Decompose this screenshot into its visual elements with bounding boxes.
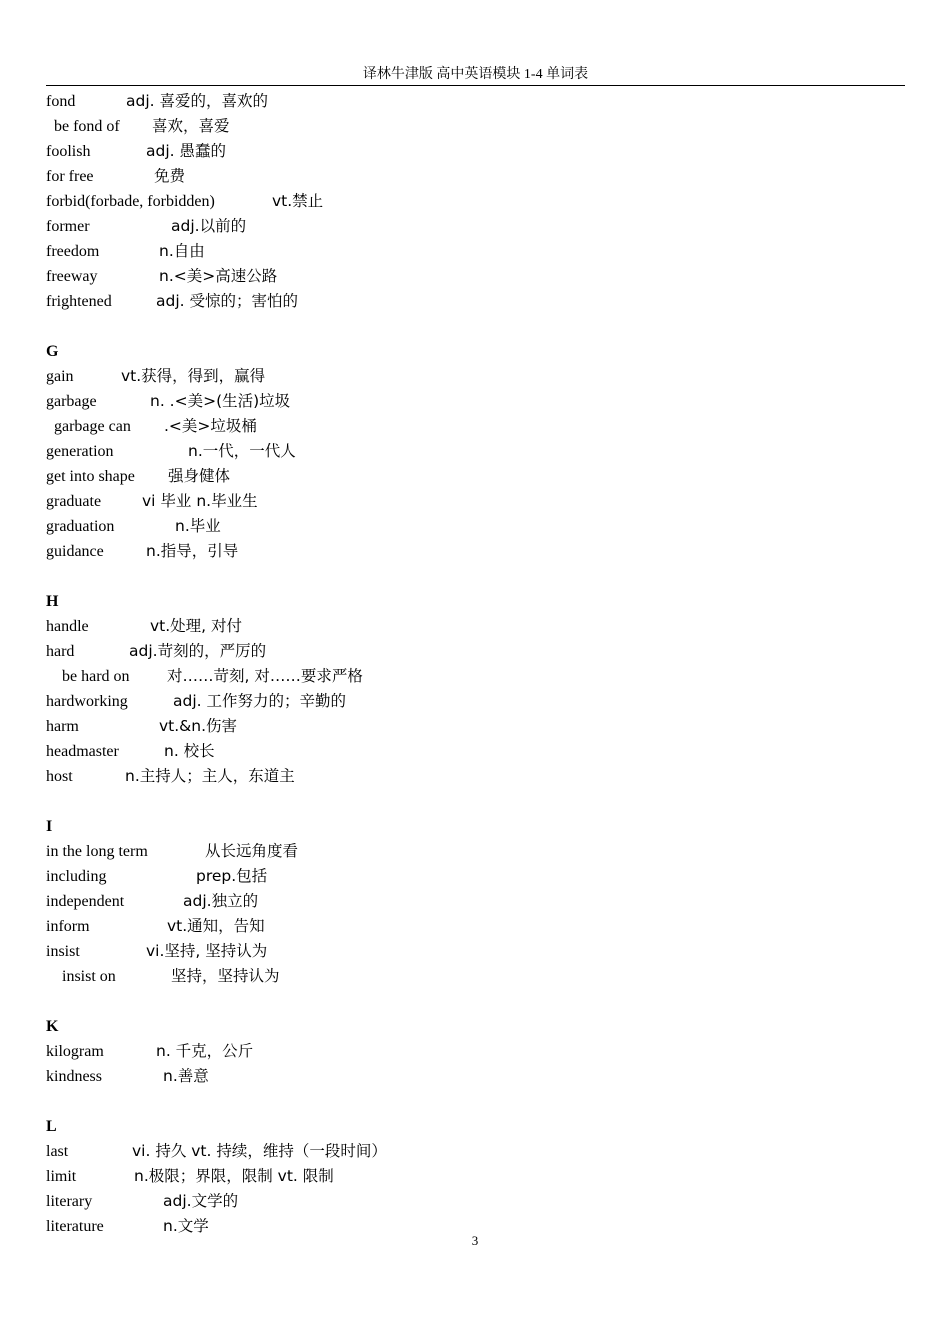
vocab-word: independent bbox=[46, 893, 125, 910]
vocab-word: headmaster bbox=[46, 743, 119, 760]
vocab-entry bbox=[46, 489, 905, 514]
vocab-word: for free bbox=[46, 168, 94, 185]
vocab-entry bbox=[46, 764, 905, 789]
section-letter-k bbox=[46, 1014, 905, 1039]
blank-line bbox=[46, 989, 905, 1014]
vocab-entry bbox=[46, 139, 905, 164]
vocab-definition: adj.以前的 bbox=[171, 217, 247, 235]
vocab-word: handle bbox=[46, 618, 89, 635]
vocab-definition: n.善意 bbox=[163, 1067, 209, 1085]
vocab-word: freeway bbox=[46, 268, 98, 285]
vocab-definition: n. 千克，公斤 bbox=[156, 1042, 254, 1060]
vocab-definition: vt.禁止 bbox=[272, 192, 324, 210]
vocab-entry bbox=[46, 1189, 905, 1214]
vocab-definition: adj. 工作努力的；辛勤的 bbox=[173, 692, 346, 710]
vocab-definition: n.<美>高速公路 bbox=[159, 267, 278, 285]
vocab-word: fond bbox=[46, 93, 76, 110]
vocab-entry bbox=[46, 914, 905, 939]
vocab-entry bbox=[46, 114, 905, 139]
vocab-definition: n.文学 bbox=[163, 1217, 209, 1235]
vocab-definition: vt.&n.伤害 bbox=[159, 717, 238, 735]
vocab-entry bbox=[46, 1139, 905, 1164]
vocab-word: former bbox=[46, 218, 90, 235]
vocab-definition: n.极限；界限，限制 vt. 限制 bbox=[134, 1167, 334, 1185]
vocab-word: hardworking bbox=[46, 693, 128, 710]
section-letter: L bbox=[46, 1118, 57, 1135]
vocab-definition: n.自由 bbox=[159, 242, 205, 260]
section-letter: G bbox=[46, 343, 59, 360]
vocab-definition: n. .<美>(生活)垃圾 bbox=[150, 392, 291, 410]
vocab-entry bbox=[46, 264, 905, 289]
vocab-word: frightened bbox=[46, 293, 112, 310]
section-letter: H bbox=[46, 593, 59, 610]
vocab-definition: adj.苛刻的，严厉的 bbox=[129, 642, 267, 660]
vocab-entry bbox=[46, 289, 905, 314]
vocab-definition: adj.文学的 bbox=[163, 1192, 239, 1210]
vocab-entry bbox=[46, 1064, 905, 1089]
vocab-definition: .<美>垃圾桶 bbox=[164, 417, 257, 435]
vocab-word: garbage bbox=[46, 393, 97, 410]
vocab-word: be hard on bbox=[62, 668, 130, 685]
vocab-entry bbox=[46, 639, 905, 664]
section-letter-g bbox=[46, 339, 905, 364]
vocab-word: garbage can bbox=[54, 418, 131, 435]
vocab-word: last bbox=[46, 1143, 69, 1160]
vocab-entry bbox=[46, 364, 905, 389]
vocab-word: kindness bbox=[46, 1068, 102, 1085]
vocab-definition: 喜欢，喜爱 bbox=[152, 117, 230, 135]
vocab-word: hard bbox=[46, 643, 75, 660]
blank-line bbox=[46, 789, 905, 814]
vocab-word: in the long term bbox=[46, 843, 148, 860]
vocab-entry bbox=[46, 964, 905, 989]
blank-line bbox=[46, 564, 905, 589]
vocab-definition: 从长远角度看 bbox=[205, 842, 299, 860]
page-number: 3 bbox=[471, 1233, 479, 1248]
page-header: 译林牛津版 高中英语模块 1-4 单词表 bbox=[362, 67, 589, 82]
vocab-definition: n. 校长 bbox=[164, 742, 215, 760]
vocab-word: guidance bbox=[46, 543, 104, 560]
vocab-entry bbox=[46, 389, 905, 414]
vocab-word: harm bbox=[46, 718, 79, 735]
vocab-word: graduation bbox=[46, 518, 115, 535]
vocab-word: be fond of bbox=[54, 118, 120, 135]
vocab-definition: 对……苛刻, 对……要求严格 bbox=[167, 667, 363, 685]
vocab-definition: adj. 受惊的；害怕的 bbox=[156, 292, 298, 310]
vocab-word: including bbox=[46, 868, 107, 885]
vocab-word: literary bbox=[46, 1193, 93, 1210]
vocab-word: gain bbox=[46, 368, 74, 385]
vocab-entry bbox=[46, 239, 905, 264]
vocab-entry bbox=[46, 1039, 905, 1064]
vocab-entry bbox=[46, 739, 905, 764]
vocab-entry bbox=[46, 689, 905, 714]
vocab-word: host bbox=[46, 768, 73, 785]
section-letter-h bbox=[46, 589, 905, 614]
vocab-entry bbox=[46, 189, 905, 214]
vocab-entry bbox=[46, 164, 905, 189]
vocab-definition: n.一代，一代人 bbox=[188, 442, 296, 460]
vocab-definition: prep.包括 bbox=[196, 867, 268, 885]
vocab-entry bbox=[46, 214, 905, 239]
vocab-definition: adj.独立的 bbox=[183, 892, 259, 910]
vocab-entry bbox=[46, 464, 905, 489]
vocab-definition: 免费 bbox=[154, 167, 186, 185]
vocab-entry bbox=[46, 864, 905, 889]
vocab-word: limit bbox=[46, 1168, 77, 1185]
vocab-definition: vt.通知，告知 bbox=[167, 917, 265, 935]
vocab-entry bbox=[46, 439, 905, 464]
word-list bbox=[46, 89, 905, 1239]
header-rule bbox=[46, 85, 905, 86]
section-letter-i bbox=[46, 814, 905, 839]
vocab-definition: n.毕业 bbox=[175, 517, 221, 535]
vocab-definition: adj. 喜爱的，喜欢的 bbox=[126, 92, 268, 110]
vocab-word: graduate bbox=[46, 493, 102, 510]
vocab-word: freedom bbox=[46, 243, 100, 260]
vocab-entry bbox=[46, 539, 905, 564]
vocab-definition: adj. 愚蠢的 bbox=[146, 142, 226, 160]
vocab-definition: vi. 持久 vt. 持续，维持（一段时间） bbox=[132, 1142, 387, 1160]
vocab-definition: n.指导，引导 bbox=[146, 542, 239, 560]
vocab-word: get into shape bbox=[46, 468, 135, 485]
section-letter-l bbox=[46, 1114, 905, 1139]
vocab-definition: vt.获得，得到，赢得 bbox=[121, 367, 266, 385]
vocab-entry bbox=[46, 614, 905, 639]
vocab-entry bbox=[46, 514, 905, 539]
vocab-word: kilogram bbox=[46, 1043, 104, 1060]
vocab-word: insist on bbox=[62, 968, 116, 985]
vocab-definition: vi 毕业 n.毕业生 bbox=[142, 492, 258, 510]
vocab-entry bbox=[46, 889, 905, 914]
vocab-entry bbox=[46, 714, 905, 739]
vocab-entry bbox=[46, 839, 905, 864]
section-letter: K bbox=[46, 1018, 59, 1035]
vocab-word: generation bbox=[46, 443, 114, 460]
vocab-entry bbox=[46, 939, 905, 964]
blank-line bbox=[46, 314, 905, 339]
vocab-definition: vt.处理, 对付 bbox=[150, 617, 243, 635]
blank-line bbox=[46, 1089, 905, 1114]
vocab-definition: n.主持人；主人，东道主 bbox=[125, 767, 295, 785]
vocab-entry bbox=[46, 414, 905, 439]
vocab-definition: 强身健体 bbox=[168, 467, 231, 485]
vocab-word: literature bbox=[46, 1218, 104, 1235]
vocab-definition: 坚持，坚持认为 bbox=[171, 967, 280, 985]
vocab-word: inform bbox=[46, 918, 90, 935]
vocab-word: insist bbox=[46, 943, 80, 960]
section-letter: I bbox=[46, 818, 53, 835]
vocab-entry bbox=[46, 89, 905, 114]
vocab-word: forbid(forbade, forbidden) bbox=[46, 193, 215, 210]
vocab-word: foolish bbox=[46, 143, 91, 160]
vocab-definition: vi.坚持, 坚持认为 bbox=[146, 942, 268, 960]
vocab-entry bbox=[46, 1164, 905, 1189]
vocab-entry bbox=[46, 664, 905, 689]
